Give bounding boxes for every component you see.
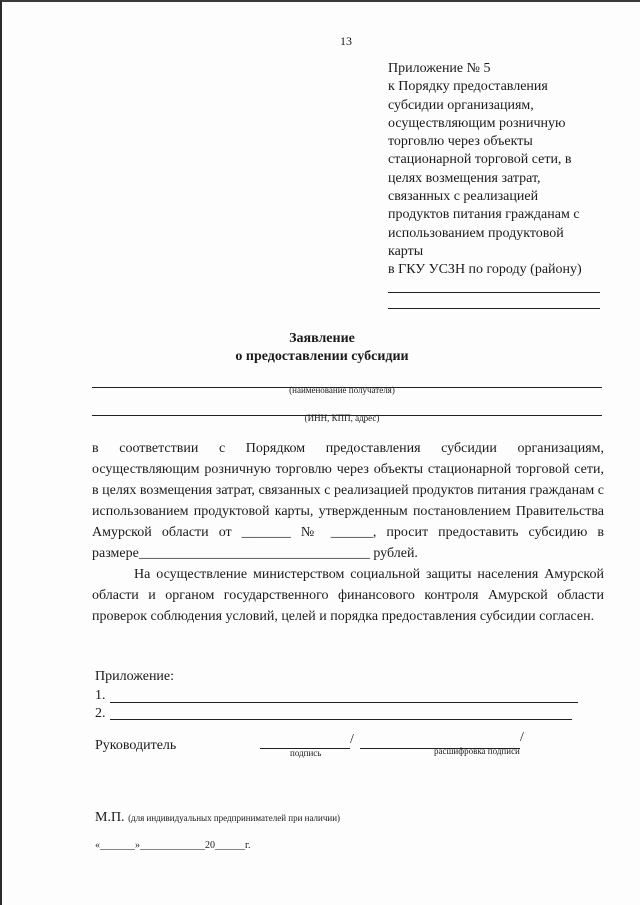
page-number: 13 bbox=[340, 34, 352, 48]
attachment-line-1[interactable] bbox=[110, 702, 578, 703]
attachments-label: Приложение: bbox=[95, 669, 175, 684]
recipient-line-2[interactable] bbox=[388, 308, 600, 309]
appendix-block bbox=[388, 60, 628, 261]
stamp-block bbox=[95, 810, 340, 826]
stamp-note: (для индивидуальных предпринимателей при наличии) bbox=[128, 813, 341, 823]
slash-separator: / bbox=[350, 732, 354, 747]
head-label: Руководитель bbox=[95, 738, 177, 753]
signature-decode-caption: расшифровка подписи bbox=[434, 746, 520, 756]
body-paragraph-2: На осуществление министерством социальной защиты населения Амурской области и органом государственного финансового контроля Амурской области проверок соблюдения условий, целей и порядка предоставления субсидии согласен. bbox=[92, 567, 604, 624]
appendix-line: Приложение № 5 bbox=[388, 61, 491, 76]
recipient-label: в ГКУ УСЗН по городу (району) bbox=[388, 262, 582, 277]
body-paragraph-1: в соответствии с Порядком предоставления субсидии организациям, осуществляющим розничную торговлю через объекты стационарной торговой сети, в целях возмещения затрат, связанных с реализацией продуктов питания гражданам с использованием продуктовой карты, утвержденным постановлением Правительства Амурской области от _______ № ______, просит предоставить субсидию в размере_________________________________ рублей. bbox=[92, 441, 604, 561]
appendix-line: продуктов питания гражданам с bbox=[388, 207, 580, 223]
appendix-line: стационарной торговой сети, в bbox=[388, 152, 572, 168]
appendix-line: субсидии организациям, bbox=[388, 97, 534, 113]
body-text bbox=[92, 438, 604, 627]
appendix-line: связанных с реализацией bbox=[388, 189, 539, 205]
inn-caption: (ИНН, КПП, адрес) bbox=[304, 413, 380, 423]
signature-caption: подпись bbox=[290, 748, 322, 758]
appendix-line: использованием продуктовой bbox=[388, 225, 564, 241]
attachment-number-1: 1. bbox=[95, 688, 106, 703]
appendix-line: к Порядку предоставления bbox=[388, 79, 548, 95]
appendix-line: торговлю через объекты bbox=[388, 134, 533, 150]
attachment-line-2[interactable] bbox=[110, 719, 572, 720]
document-title: Заявление bbox=[289, 331, 355, 346]
stamp-label: М.П. bbox=[95, 810, 125, 825]
appendix-line: осуществляющим розничную bbox=[388, 115, 566, 131]
recipient-line-1[interactable] bbox=[388, 292, 600, 293]
date-line[interactable]: «_______»_____________20______г. bbox=[95, 840, 251, 851]
attachment-number-2: 2. bbox=[95, 706, 106, 721]
appendix-line: целях возмещения затрат, bbox=[388, 170, 541, 186]
document-subtitle: о предоставлении субсидии bbox=[235, 349, 409, 364]
recipient-name-caption: (наименование получателя) bbox=[289, 385, 395, 395]
slash-separator: / bbox=[520, 730, 524, 745]
appendix-line: карты bbox=[388, 243, 424, 259]
